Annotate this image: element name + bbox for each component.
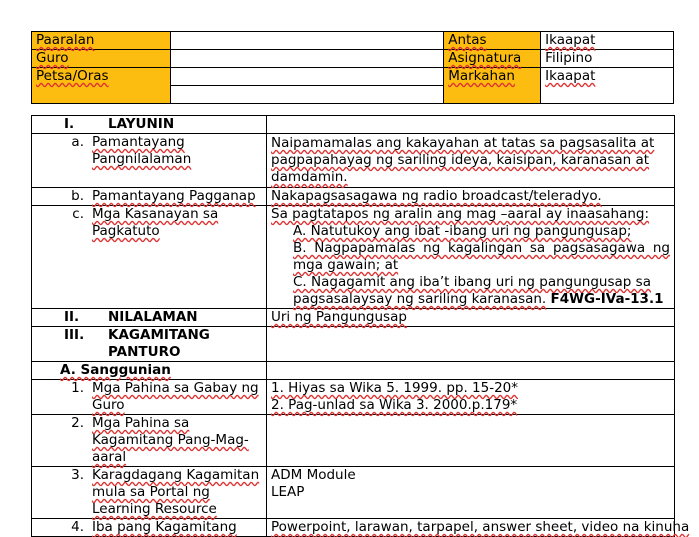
objectives-empty [267, 116, 675, 134]
reference-2-label: 2. Mga Pahina sa Kagamitang Pang-Mag-aaral [32, 415, 267, 467]
datetime-label: Petsa/Oras [32, 68, 171, 104]
materials-empty [267, 327, 675, 362]
references-heading: A. Sanggunian [32, 362, 267, 380]
datetime-value-2[interactable] [170, 86, 443, 104]
references-empty [267, 362, 675, 380]
header-table [31, 31, 674, 104]
datetime-value[interactable] [170, 68, 443, 86]
reference-3-row [32, 467, 675, 519]
objective-c-item-a: A. Natutukoy ang ibat -ibang uri ng pangungusap; [293, 223, 632, 239]
teacher-label: Guro [32, 50, 171, 68]
objective-a-value: Naipamamalas ang kakayahan at tatas sa pagsasalita at pagpapahayag ng sariling ideya, kaisipan, karanasan at damdamin. [267, 134, 675, 188]
reference-1-label: 1. Mga Pahina sa Gabay ng Guro [32, 380, 267, 415]
reference-3-value: ADM Module LEAP [267, 467, 675, 519]
objectives-heading: I. LAYUNIN [32, 116, 267, 134]
subject-label: Asignatura [444, 50, 541, 68]
objective-b-value: Nakapagsasagawa ng radio broadcast/teleradyo. [267, 188, 675, 206]
section-objectives [32, 116, 675, 134]
objective-a-row [32, 134, 675, 188]
materials-heading: III. KAGAMITANG PANTURO [32, 327, 267, 362]
objective-a-label: a. Pamantayang Pangnilalaman [32, 134, 267, 188]
objective-b-row [32, 188, 675, 206]
content-heading: II. NILALAMAN [32, 309, 267, 327]
objective-b-label: b. Pamantayang Pagganap [32, 188, 267, 206]
grade-label: Antas [444, 32, 541, 50]
section-materials [32, 327, 675, 362]
teacher-value[interactable] [170, 50, 443, 68]
competency-code: F4WG-IVa-13.1 [550, 291, 664, 307]
section-content [32, 309, 675, 327]
objective-c-item-c: C. Nagagamit ang iba’t ibang uri ng pangungusap sa pagsasalaysay ng sariling karanasan. F4WG-IVa-13.1 [293, 274, 664, 307]
reference-2-value [267, 415, 675, 467]
school-value[interactable] [170, 32, 443, 50]
objective-c-row [32, 206, 675, 309]
reference-1-row [32, 380, 675, 415]
objective-c-intro: Sa pagtatapos ng aralin ang mag –aaral ay inaasahang: [271, 206, 650, 222]
reference-2-row [32, 415, 675, 467]
objective-c-label: c. Mga Kasanayan sa Pagkatuto [32, 206, 267, 309]
reference-4-label: 4. Iba pang Kagamitang [32, 519, 267, 537]
reference-4-value: Powerpoint, larawan, tarpapel, answer sheet, video na kinuha [267, 519, 675, 537]
reference-1-value: 1. Hiyas sa Wika 5. 1999. pp. 15-20* 2. Pag-unlad sa Wika 3. 2000.p.179* [267, 380, 675, 415]
school-label: Paaralan [32, 32, 171, 50]
subject-value[interactable]: Filipino [541, 50, 674, 68]
objective-c-item-b: B. Nagpapamalas ng kagalingan sa pagsasagawa ng mga gawain; at [293, 240, 670, 273]
quarter-label: Markahan [444, 68, 541, 104]
reference-3-label: 3. Karagdagang Kagamitan mula sa Portal ng Learning Resource [32, 467, 267, 519]
objective-c-value [267, 206, 675, 309]
reference-4-row [32, 519, 675, 537]
grade-value[interactable]: Ikaapat [541, 32, 674, 50]
references-heading-row [32, 362, 675, 380]
content-value: Uri ng Pangungusap [267, 309, 675, 327]
lesson-plan-table [31, 115, 690, 537]
quarter-value[interactable]: Ikaapat [541, 68, 674, 104]
